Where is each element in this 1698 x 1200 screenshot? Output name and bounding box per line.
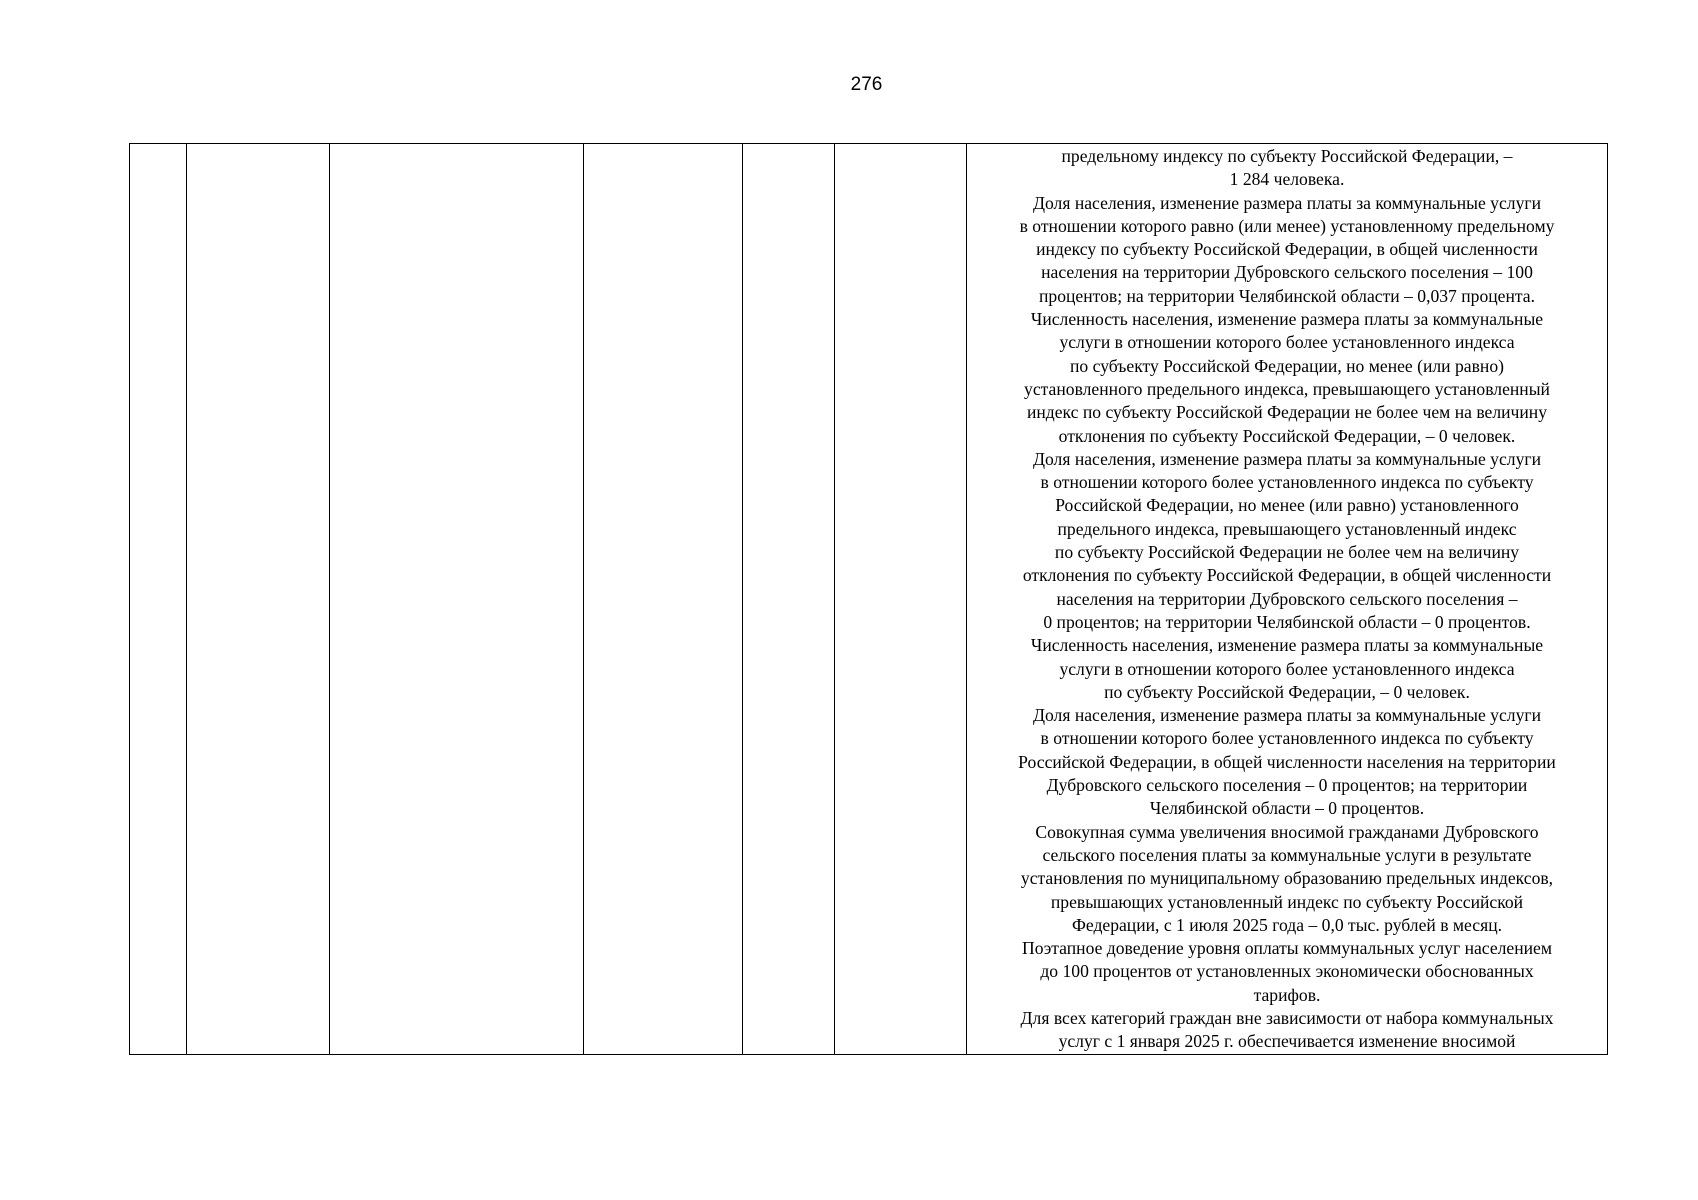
- text-line: Российской Федерации, в общей численности населения на территории: [1018, 751, 1556, 772]
- table-cell-1: [130, 144, 187, 1055]
- text-line: в отношении которого более установленного индекса по субъекту: [1040, 728, 1534, 749]
- table-cell-6: [835, 144, 967, 1055]
- text-line: Российской Федерации, но менее (или равно) установленного: [1055, 495, 1519, 516]
- text-line: Доля населения, изменение размера платы за коммунальные услуги: [1032, 448, 1541, 469]
- text-line: по субъекту Российской Федерации, но менее (или равно): [1070, 355, 1504, 376]
- table-cell-text: [967, 144, 1608, 1055]
- text-line: в отношении которого более установленного индекса по субъекту: [1040, 472, 1534, 493]
- text-line: услуг с 1 января 2025 г. обеспечивается изменение вносимой: [1058, 1031, 1516, 1052]
- text-line: Для всех категорий граждан вне зависимости от набора коммунальных: [1020, 1007, 1554, 1028]
- text-line: 0 процентов; на территории Челябинской области – 0 процентов.: [1043, 611, 1531, 632]
- text-line: услуги в отношении которого более установленного индекса: [1059, 332, 1515, 353]
- table-cell-2: [187, 144, 330, 1055]
- text-line: по субъекту Российской Федерации, – 0 человек.: [1104, 681, 1470, 702]
- text-line: сельского поселения платы за коммунальные услуги в результате: [1042, 844, 1532, 865]
- text-line: отклонения по субъекту Российской Федерации, – 0 человек.: [1058, 425, 1516, 446]
- table-cell-3: [330, 144, 584, 1055]
- table-row: [130, 144, 1608, 1055]
- table-cell-4: [584, 144, 743, 1055]
- text-line: по субъекту Российской Федерации не более чем на величину: [1054, 542, 1520, 563]
- page-number: 276: [850, 74, 883, 95]
- text-line: населения на территории Дубровского сельского поселения –: [1056, 588, 1518, 609]
- text-line: установленного предельного индекса, превышающего установленный: [1024, 378, 1550, 399]
- text-line: Поэтапное доведение уровня оплаты коммунальных услуг населением: [1022, 938, 1552, 959]
- text-line: Совокупная сумма увеличения вносимой гражданами Дубровского: [1035, 821, 1539, 842]
- table-cell-5: [743, 144, 835, 1055]
- text-line: до 100 процентов от установленных экономически обоснованных: [1040, 961, 1534, 982]
- text-line: Численность населения, изменение размера платы за коммунальные: [1030, 635, 1544, 656]
- text-line: предельного индекса, превышающего установленный индекс: [1057, 518, 1517, 539]
- text-line: установления по муниципальному образованию предельных индексов,: [1020, 868, 1554, 889]
- text-line: Челябинской области – 0 процентов.: [1149, 798, 1425, 819]
- text-line: населения на территории Дубровского сельского поселения – 100: [1041, 262, 1533, 283]
- text-line: индекс по субъекту Российской Федерации не более чем на величину: [1026, 402, 1548, 423]
- text-line: в отношении которого равно (или менее) установленному предельному: [1019, 215, 1555, 236]
- text-line: индексу по субъекту Российской Федерации, в общей численности: [1036, 239, 1538, 260]
- text-line: услуги в отношении которого более установленного индекса: [1059, 658, 1515, 679]
- text-line: тарифов.: [1253, 984, 1321, 1005]
- text-line: Численность населения, изменение размера платы за коммунальные: [1030, 309, 1544, 330]
- text-line: процентов; на территории Челябинской области – 0,037 процента.: [1038, 285, 1536, 306]
- text-line: 1 284 человека.: [1229, 169, 1345, 190]
- text-line: Дубровского сельского поселения – 0 процентов; на территории: [1046, 775, 1528, 796]
- text-line: Федерации, с 1 июля 2025 года – 0,0 тыс. рублей в месяц.: [1071, 914, 1503, 935]
- text-line: предельному индексу по субъекту Российской Федерации, –: [1061, 146, 1513, 166]
- text-line: Доля населения, изменение размера платы за коммунальные услуги: [1032, 192, 1541, 213]
- text-line: превышающих установленный индекс по субъекту Российской: [1050, 891, 1524, 912]
- text-line: отклонения по субъекту Российской Федерации, в общей численности: [1022, 565, 1552, 586]
- text-line: Доля населения, изменение размера платы за коммунальные услуги: [1032, 705, 1541, 726]
- document-table: [129, 143, 1608, 1055]
